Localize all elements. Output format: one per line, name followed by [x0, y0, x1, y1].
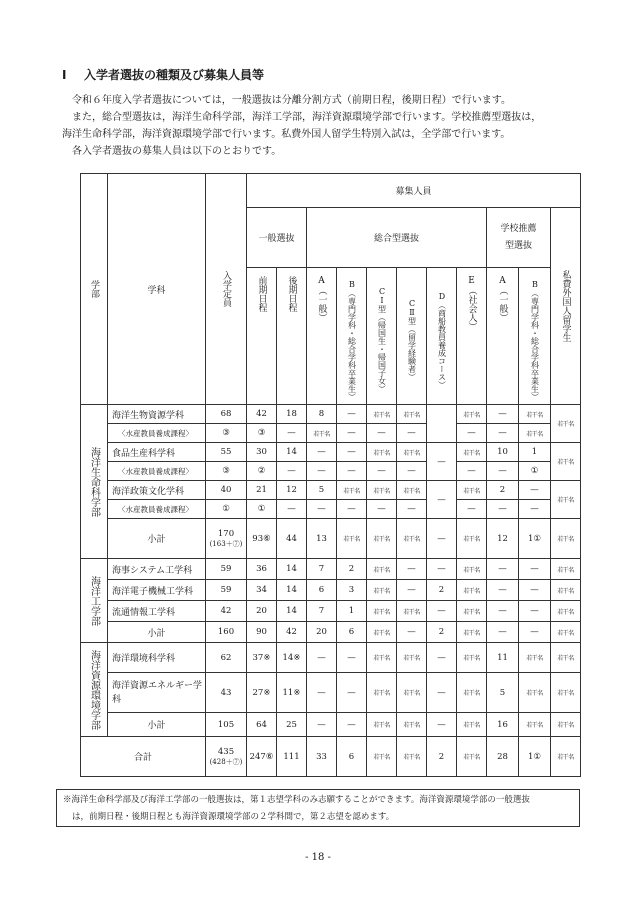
cell-capacity: 435 (428＋⑦) [206, 737, 247, 777]
cell-sc-a: — [487, 559, 519, 580]
cell-ao-e: 若干名 [457, 601, 487, 622]
cell-sc-a: — [487, 424, 519, 443]
header-sc-b: B（専門学科・総合学科卒業生） [519, 268, 551, 405]
faculty-cell-3: 海洋資源環境学部 [81, 643, 108, 737]
cell-ao-e: 若干名 [457, 713, 487, 737]
cell-gen-first: ③ [247, 424, 277, 443]
cell-foreign: 若干名 [551, 443, 581, 481]
cell-ao-a: 20 [307, 622, 337, 643]
cell-foreign: 若干名 [551, 673, 581, 713]
cell-capacity: 59 [206, 580, 247, 601]
cell-ao-c2: — [397, 500, 427, 519]
cell-ao-e: — [457, 462, 487, 481]
cell-ao-c2: — [397, 580, 427, 601]
cell-gen-first: ① [247, 500, 277, 519]
faculty-cell-2: 海洋工学部 [81, 559, 108, 643]
cell-capacity: 170 (163＋⑦) [206, 519, 247, 559]
cell-ao-a: 6 [307, 580, 337, 601]
cell-foreign: 若干名 [551, 601, 581, 622]
cell-ao-b: 1 [337, 601, 367, 622]
cell-ao-c1: 若干名 [367, 713, 397, 737]
cell-sc-b: ① [519, 462, 551, 481]
subtotal-label: 小計 [108, 713, 206, 737]
cell-ao-b: 若干名 [337, 519, 367, 559]
cell-ao-c1: 若干名 [367, 643, 397, 673]
cell-gen-second: 14※ [277, 643, 307, 673]
cell-ao-d: — [427, 559, 457, 580]
cell-foreign: 若干名 [551, 405, 581, 443]
footnote-box [56, 789, 580, 827]
cell-ao-a: 33 [307, 737, 337, 777]
cell-capacity: 55 [206, 443, 247, 462]
header-comprehensive: 総合型選抜 [307, 208, 487, 268]
cell-ao-d: — [427, 673, 457, 713]
cell-sc-b: — [519, 500, 551, 519]
cell-sc-b: — [519, 559, 551, 580]
dept-name: 海洋電子機械工学科 [108, 580, 206, 601]
cell-ao-b: 6 [337, 622, 367, 643]
cell-foreign: 若干名 [551, 713, 581, 737]
cell-ao-c1: 若干名 [367, 481, 397, 500]
cell-ao-c1: — [367, 462, 397, 481]
cell-sc-b: 若干名 [519, 405, 551, 424]
header-sc-a: A（一般） [487, 268, 519, 405]
cell-foreign: 若干名 [551, 519, 581, 559]
cell-ao-c1: 若干名 [367, 559, 397, 580]
cell-ao-a: 7 [307, 559, 337, 580]
cell-ao-c1: 若干名 [367, 622, 397, 643]
cell-ao-b: — [337, 462, 367, 481]
cell-ao-e: 若干名 [457, 443, 487, 462]
cell-gen-first: 93⑥ [247, 519, 277, 559]
cell-ao-b: 6 [337, 737, 367, 777]
total-label: 合計 [81, 737, 206, 777]
cell-ao-b: — [337, 673, 367, 713]
cell-ao-c2: — [397, 559, 427, 580]
cell-foreign: 若干名 [551, 643, 581, 673]
cell-sc-a: 2 [487, 481, 519, 500]
cell-gen-first: 90 [247, 622, 277, 643]
cell-ao-b: — [337, 713, 367, 737]
cell-gen-first: 36 [247, 559, 277, 580]
cell-foreign: 若干名 [551, 481, 581, 519]
header-ao-a: A（一般） [307, 268, 337, 405]
cell-gen-first: 64 [247, 713, 277, 737]
dept-subname: 〈水産教員養成課程〉 [108, 462, 206, 481]
cell-ao-e: 若干名 [457, 405, 487, 424]
cell-sc-a: — [487, 580, 519, 601]
cell-ao-b: — [337, 405, 367, 424]
cell-ao-c2: 若干名 [397, 519, 427, 559]
cell-sc-a: — [487, 462, 519, 481]
cell-foreign: 若干名 [551, 737, 581, 777]
cell-ao-c1: 若干名 [367, 405, 397, 424]
cell-foreign: 若干名 [551, 622, 581, 643]
cell-gen-second: 14 [277, 580, 307, 601]
dept-subname: 〈水産教員養成課程〉 [108, 424, 206, 443]
recruitment-table [80, 173, 581, 777]
cell-capacity: 62 [206, 643, 247, 673]
footnote-line-1: ※海洋生命科学部及び海洋工学部の一般選抜は，第１志望学科のみ志願することができます。海洋資源環境学部の一般選抜 [63, 795, 530, 805]
section-number: Ⅰ [62, 68, 67, 82]
cell-sc-b: 若干名 [519, 713, 551, 737]
cell-sc-b: 若干名 [519, 643, 551, 673]
cell-ao-d: — [427, 643, 457, 673]
cell-foreign: 若干名 [551, 580, 581, 601]
cell-gen-second: 111 [277, 737, 307, 777]
cell-ao-b: — [337, 643, 367, 673]
cell-gen-second: 14 [277, 443, 307, 462]
header-ao-d: D（商船教員養成コース） [427, 268, 457, 405]
cell-sc-b: 若干名 [519, 424, 551, 443]
cell-sc-b: 1① [519, 519, 551, 559]
cell-ao-e: 若干名 [457, 481, 487, 500]
cell-capacity: 40 [206, 481, 247, 500]
cell-ao-d: — [427, 519, 457, 559]
cell-sc-a: 12 [487, 519, 519, 559]
dept-name: 食品生産科学科 [108, 443, 206, 462]
cell-ao-c1: 若干名 [367, 737, 397, 777]
cell-ao-e: 若干名 [457, 643, 487, 673]
cell-capacity: 42 [206, 601, 247, 622]
cell-gen-first: ② [247, 462, 277, 481]
cell-sc-a: 10 [487, 443, 519, 462]
cell-ao-c2: 若干名 [397, 405, 427, 424]
cell-capacity: ③ [206, 424, 247, 443]
cell-sc-b: 若干名 [519, 673, 551, 713]
cell-sc-a: 11 [487, 643, 519, 673]
cell-ao-a: — [307, 500, 337, 519]
cell-ao-c1: 若干名 [367, 601, 397, 622]
cell-ao-c2: 若干名 [397, 601, 427, 622]
header-capacity: 入学定員 [206, 174, 247, 405]
cell-ao-c1: 若干名 [367, 519, 397, 559]
cell-sc-a: 5 [487, 673, 519, 713]
cell-ao-e: 若干名 [457, 519, 487, 559]
cell-ao-c1: — [367, 500, 397, 519]
cell-sc-b: 1① [519, 737, 551, 777]
cell-sc-a: — [487, 500, 519, 519]
page-number: - 18 - [305, 852, 331, 863]
intro-paragraph-4: 各入学者選抜の募集人員は以下のとおりです。 [72, 146, 282, 157]
cell-gen-second: 12 [277, 481, 307, 500]
cell-capacity: ③ [206, 462, 247, 481]
cell-ao-d: — [427, 443, 457, 481]
cell-gen-second: — [277, 424, 307, 443]
cell-ao-a: — [307, 462, 337, 481]
header-foreign: 私費外国人留学生 [551, 208, 581, 405]
cell-ao-b: 若干名 [337, 481, 367, 500]
cell-ao-a: 5 [307, 481, 337, 500]
cell-ao-a: — [307, 643, 337, 673]
cell-capacity: 160 [206, 622, 247, 643]
cell-ao-e: 若干名 [457, 673, 487, 713]
cell-ao-b: — [337, 500, 367, 519]
cell-sc-a: 16 [487, 713, 519, 737]
cell-gen-first: 20 [247, 601, 277, 622]
cell-ao-c1: 若干名 [367, 443, 397, 462]
cell-gen-first: 34 [247, 580, 277, 601]
cell-ao-e: 若干名 [457, 559, 487, 580]
cell-sc-b: 1 [519, 443, 551, 462]
cell-ao-c2: 若干名 [397, 713, 427, 737]
cell-ao-c2: 若干名 [397, 737, 427, 777]
dept-name: 海洋政策文化学科 [108, 481, 206, 500]
header-gen-first: 前期日程 [247, 268, 277, 405]
cell-ao-a: 7 [307, 601, 337, 622]
cell-ao-d: 2 [427, 737, 457, 777]
cell-sc-b: — [519, 580, 551, 601]
cell-ao-e: — [457, 500, 487, 519]
cell-ao-a: 13 [307, 519, 337, 559]
subtotal-label: 小計 [108, 519, 206, 559]
cell-sc-a: — [487, 601, 519, 622]
cell-ao-c2: 若干名 [397, 481, 427, 500]
cell-ao-c1: — [367, 424, 397, 443]
header-department: 学科 [108, 174, 206, 405]
cell-gen-first: 247⑥ [247, 737, 277, 777]
cell-ao-d [427, 405, 457, 443]
section-heading [62, 66, 264, 83]
cell-ao-b: 2 [337, 559, 367, 580]
cell-gen-second: 25 [277, 713, 307, 737]
cell-ao-d: — [427, 601, 457, 622]
cell-ao-c2: — [397, 424, 427, 443]
cell-gen-first: 42 [247, 405, 277, 424]
intro-paragraph-3: 海洋生命科学部，海洋資源環境学部で行います。私費外国人留学生特別入試は，全学部で行います。 [62, 129, 511, 140]
cell-ao-e: 若干名 [457, 580, 487, 601]
cell-ao-e: 若干名 [457, 737, 487, 777]
cell-ao-d: — [427, 713, 457, 737]
dept-name: 海洋環境科学科 [108, 643, 206, 673]
cell-capacity: 68 [206, 405, 247, 424]
header-ao-c1: CⅠ型（帰国生・帰国子女） [367, 268, 397, 405]
cell-ao-a: 8 [307, 405, 337, 424]
cell-ao-a: — [307, 713, 337, 737]
header-school: 学校推薦型選抜 [487, 208, 551, 268]
cell-sc-b: — [519, 622, 551, 643]
header-gen-second: 後期日程 [277, 268, 307, 405]
cell-gen-second: 11※ [277, 673, 307, 713]
dept-name: 海事システム工学科 [108, 559, 206, 580]
cell-capacity: ① [206, 500, 247, 519]
dept-name: 海洋生物資源学科 [108, 405, 206, 424]
cell-ao-e: — [457, 424, 487, 443]
subtotal-label: 小計 [108, 622, 206, 643]
header-ao-c2: CⅡ型（留学経験者） [397, 268, 427, 405]
header-faculty: 学部 [81, 174, 108, 405]
dept-name: 流通情報工学科 [108, 601, 206, 622]
section-title: 入学者選抜の種類及び募集人員等 [84, 68, 265, 82]
intro-paragraph-2: また，総合型選抜は，海洋生命科学部，海洋工学部，海洋資源環境学部で行います。学校推薦型選抜は， [72, 112, 542, 123]
dept-name: 海洋資源エネルギー学科 [108, 673, 206, 713]
cell-capacity: 59 [206, 559, 247, 580]
cell-ao-b: 3 [337, 580, 367, 601]
cell-ao-c1: 若干名 [367, 673, 397, 713]
faculty-cell-1: 海洋生命科学部 [81, 405, 108, 559]
cell-ao-a: 若干名 [307, 424, 337, 443]
cell-gen-second: — [277, 500, 307, 519]
cell-sc-a: — [487, 405, 519, 424]
cell-gen-first: 37※ [247, 643, 277, 673]
cell-ao-c2: — [397, 462, 427, 481]
cell-sc-b: — [519, 601, 551, 622]
cell-gen-second: 14 [277, 559, 307, 580]
cell-capacity: 43 [206, 673, 247, 713]
cell-gen-second: — [277, 462, 307, 481]
footnote-line-2: は，前期日程・後期日程とも海洋資源環境学部の２学科間で，第２志望を認めます。 [72, 812, 395, 822]
cell-ao-c2: 若干名 [397, 443, 427, 462]
cell-ao-e: 若干名 [457, 622, 487, 643]
cell-ao-d: — [427, 481, 457, 519]
cell-gen-second: 44 [277, 519, 307, 559]
cell-foreign: 若干名 [551, 559, 581, 580]
cell-ao-c2: — [397, 622, 427, 643]
cell-ao-c1: 若干名 [367, 580, 397, 601]
cell-sc-b: — [519, 481, 551, 500]
cell-gen-first: 30 [247, 443, 277, 462]
cell-ao-a: — [307, 673, 337, 713]
cell-capacity: 105 [206, 713, 247, 737]
intro-paragraph-1: 令和６年度入学者選抜については，一般選抜は分離分割方式（前期日程，後期日程）で行います。 [72, 95, 511, 106]
cell-gen-second: 14 [277, 601, 307, 622]
cell-gen-second: 18 [277, 405, 307, 424]
cell-sc-a: — [487, 622, 519, 643]
cell-ao-b: — [337, 424, 367, 443]
cell-gen-first: 27※ [247, 673, 277, 713]
cell-ao-c2: 若干名 [397, 643, 427, 673]
cell-ao-c2: 若干名 [397, 673, 427, 713]
cell-ao-d: 2 [427, 622, 457, 643]
header-recruit: 募集人員 [247, 174, 581, 208]
cell-ao-d: 2 [427, 580, 457, 601]
cell-gen-first: 21 [247, 481, 277, 500]
dept-subname: 〈水産教員養成課程〉 [108, 500, 206, 519]
cell-ao-b: — [337, 443, 367, 462]
header-ao-b: B（専門学科・総合学科卒業生） [337, 268, 367, 405]
header-ao-e: E（社会人） [457, 268, 487, 405]
header-general: 一般選抜 [247, 208, 307, 268]
cell-gen-second: 42 [277, 622, 307, 643]
cell-sc-a: 28 [487, 737, 519, 777]
cell-ao-a: — [307, 443, 337, 462]
